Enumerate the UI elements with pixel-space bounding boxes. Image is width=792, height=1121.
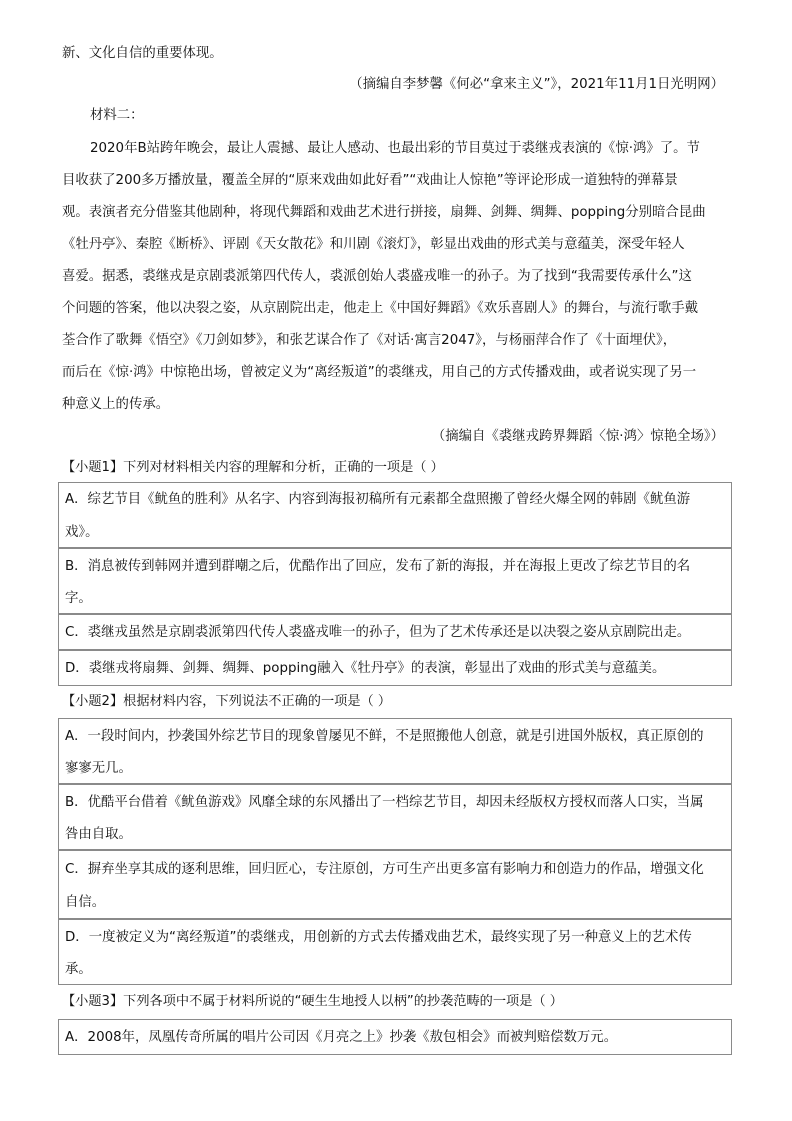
option-text: B．优酷平台借着《鱿鱼游戏》风靡全球的东风播出了一档综艺节目，却因未经版权方授权而落人口实，当属 <box>65 795 704 810</box>
q1-option-d[interactable] <box>58 650 732 686</box>
option-text: 咎由自取。 <box>65 827 132 842</box>
material2-heading: 材料二： <box>90 108 144 123</box>
material2-line: 种意义上的传承。 <box>62 397 170 412</box>
q1-option-a[interactable] <box>58 482 732 548</box>
option-text: 自信。 <box>65 895 106 910</box>
question-3-stem: 【小题3】下列各项中不属于材料所说的“硬生生地授人以柄”的抄袭范畴的一项是（ ） <box>62 994 563 1009</box>
question-1-stem: 【小题1】下列对材料相关内容的理解和分析，正确的一项是（ ） <box>62 460 444 475</box>
option-text: 寥寥无几。 <box>65 761 132 776</box>
material1-last-line: 新、文化自信的重要体现。 <box>62 46 223 61</box>
q2-option-d[interactable] <box>58 919 732 985</box>
q2-option-c[interactable] <box>58 850 732 919</box>
option-text: A．综艺节目《鱿鱼的胜利》从名字、内容到海报初稿所有元素都全盘照搬了曾经火爆全网的韩剧《鱿鱼游 <box>65 492 691 507</box>
material2-line: 而后在《惊·鸿》中惊艳出场，曾被定义为“离经叛道”的裘继戎，用自己的方式传播戏曲，或者说实现了另一 <box>62 365 697 380</box>
material1-source: （摘编自李梦馨《何必“拿来主义”》，2021年11月1日光明网） <box>349 77 724 92</box>
material2-line: 目收获了200多万播放量，覆盖全屏的“原来戏曲如此好看”“戏曲让人惊艳”等评论形成一道独特的弹幕景 <box>62 173 678 188</box>
option-text: B．消息被传到韩网并遭到群嘲之后，优酷作出了回应，发布了新的海报，并在海报上更改了综艺节目的名 <box>65 559 691 574</box>
q1-option-c[interactable] <box>58 614 732 650</box>
option-text: C．裘继戎虽然是京剧裘派第四代传人裘盛戎唯一的孙子，但为了艺术传承还是以决裂之姿从京剧院出走。 <box>65 625 691 640</box>
option-text: A．一段时间内，抄袭国外综艺节目的现象曾屡见不鲜，不是照搬他人创意，就是引进国外版权，真正原创的 <box>65 729 704 744</box>
question-2-stem: 【小题2】根据材料内容，下列说法不正确的一项是（ ） <box>62 694 392 709</box>
material2-line: 个问题的答案，他以决裂之姿，从京剧院出走，他走上《中国好舞蹈》《欢乐喜剧人》的舞台，与流行歌手戴 <box>62 301 699 316</box>
material2-source: （摘编自《裘继戎跨界舞蹈〈惊·鸿〉惊艳全场》） <box>431 429 724 444</box>
material2-line: 2020年B站跨年晚会，最让人震撼、最让人感动、也最出彩的节目莫过于裘继戎表演的《惊·鸿》了。节 <box>90 141 700 156</box>
option-text: D．一度被定义为“离经叛道”的裘继戎，用创新的方式去传播戏曲艺术，最终实现了另一种意义上的艺术传 <box>65 930 692 945</box>
option-text: D．裘继戎将扇舞、剑舞、绸舞、popping融入《牡丹亭》的表演，彰显出了戏曲的形式美与意蕴美。 <box>65 661 666 676</box>
q2-option-a[interactable] <box>58 718 732 784</box>
option-text: 承。 <box>65 962 92 977</box>
material2-line: 喜爱。据悉，裘继戎是京剧裘派第四代传人，裘派创始人裘盛戎唯一的孙子。为了找到“我需要传承什么”这 <box>62 269 692 284</box>
material2-line: 《牡丹亭》、秦腔《断桥》、评剧《天女散花》和川剧《滚灯》，彰显出戏曲的形式美与意蕴美，深受年轻人 <box>62 237 685 252</box>
option-text: C．摒弃坐享其成的逐利思维，回归匠心，专注原创，方可生产出更多富有影响力和创造力的作品，增强文化 <box>65 862 704 877</box>
material2-line: 观。表演者充分借鉴其他剧种，将现代舞蹈和戏曲艺术进行拼接，扇舞、剑舞、绸舞、popping分别暗合昆曲 <box>62 205 706 220</box>
option-text: A．2008年，凤凰传奇所属的唱片公司因《月亮之上》抄袭《敖包相会》而被判赔偿数万元。 <box>65 1030 618 1045</box>
q3-option-a[interactable] <box>58 1019 732 1055</box>
q2-option-b[interactable] <box>58 784 732 850</box>
option-text: 戏》。 <box>65 525 99 540</box>
q1-option-b[interactable] <box>58 548 732 614</box>
material2-line: 荃合作了歌舞《悟空》《刀剑如梦》，和张艺谋合作了《对话·寓言2047》，与杨丽萍合作了《十面埋伏》， <box>62 333 677 348</box>
option-text: 字。 <box>65 591 92 606</box>
